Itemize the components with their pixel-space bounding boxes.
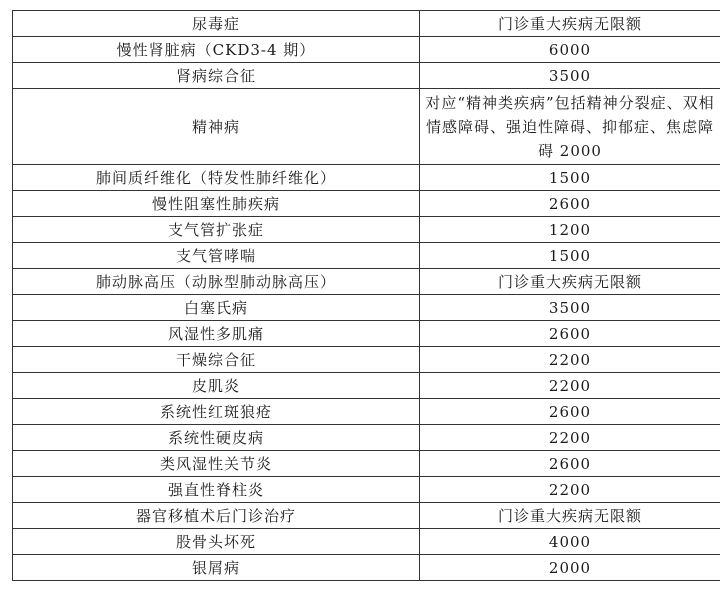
disease-name-cell: 肾病综合征: [13, 63, 420, 89]
disease-name-cell: 支气管哮喘: [13, 243, 420, 269]
table-row: [13, 243, 720, 269]
disease-name-cell: 银屑病: [13, 555, 420, 581]
limit-cell: 2600: [420, 451, 720, 477]
table-row: [13, 321, 720, 347]
limit-cell: 1500: [420, 165, 720, 191]
limit-cell: 2600: [420, 191, 720, 217]
disease-name-cell: 精神病: [13, 89, 420, 165]
table-row: [13, 37, 720, 63]
table-row: [13, 269, 720, 295]
disease-name-cell: 皮肌炎: [13, 373, 420, 399]
table-row: [13, 11, 720, 37]
limit-cell: 3500: [420, 63, 720, 89]
limit-cell: 2200: [420, 373, 720, 399]
disease-name-cell: 强直性脊柱炎: [13, 477, 420, 503]
limit-cell: 2200: [420, 425, 720, 451]
disease-name-cell: 器官移植术后门诊治疗: [13, 503, 420, 529]
disease-limit-table: [12, 10, 720, 581]
table-row: [13, 503, 720, 529]
limit-cell: 2600: [420, 321, 720, 347]
table-row: [13, 555, 720, 581]
limit-cell: 4000: [420, 529, 720, 555]
table-row: [13, 399, 720, 425]
disease-name-cell: 股骨头坏死: [13, 529, 420, 555]
table-row: [13, 295, 720, 321]
table-row: [13, 89, 720, 165]
table-row: [13, 529, 720, 555]
disease-name-cell: 肺动脉高压（动脉型肺动脉高压）: [13, 269, 420, 295]
limit-cell: 3500: [420, 295, 720, 321]
disease-name-cell: 系统性硬皮病: [13, 425, 420, 451]
disease-name-cell: 风湿性多肌痛: [13, 321, 420, 347]
disease-name-cell: 肺间质纤维化（特发性肺纤维化）: [13, 165, 420, 191]
disease-name-cell: 尿毒症: [13, 11, 420, 37]
limit-cell: 1200: [420, 217, 720, 243]
limit-cell: 2200: [420, 477, 720, 503]
limit-cell: 2600: [420, 399, 720, 425]
table-row: [13, 451, 720, 477]
disease-name-cell: 白塞氏病: [13, 295, 420, 321]
table-row: [13, 477, 720, 503]
table-row: [13, 347, 720, 373]
limit-cell: 2000: [420, 555, 720, 581]
table-row: [13, 165, 720, 191]
disease-name-cell: 类风湿性关节炎: [13, 451, 420, 477]
table-row: [13, 425, 720, 451]
table-row: [13, 191, 720, 217]
limit-cell: 6000: [420, 37, 720, 63]
limit-cell: 门诊重大疾病无限额: [420, 269, 720, 295]
limit-cell: 1500: [420, 243, 720, 269]
disease-name-cell: 慢性肾脏病（CKD3-4 期）: [13, 37, 420, 63]
limit-cell: 门诊重大疾病无限额: [420, 503, 720, 529]
disease-name-cell: 慢性阻塞性肺疾病: [13, 191, 420, 217]
limit-cell: 门诊重大疾病无限额: [420, 11, 720, 37]
limit-cell: 2200: [420, 347, 720, 373]
disease-name-cell: 支气管扩张症: [13, 217, 420, 243]
disease-name-cell: 干燥综合征: [13, 347, 420, 373]
table-body: [13, 11, 720, 581]
table-row: [13, 373, 720, 399]
disease-name-cell: 系统性红斑狼疮: [13, 399, 420, 425]
limit-cell: 对应“精神类疾病”包括精神分裂症、双相情感障碍、强迫性障碍、抑郁症、焦虑障碍 2000: [420, 89, 720, 165]
table-row: [13, 217, 720, 243]
table-row: [13, 63, 720, 89]
